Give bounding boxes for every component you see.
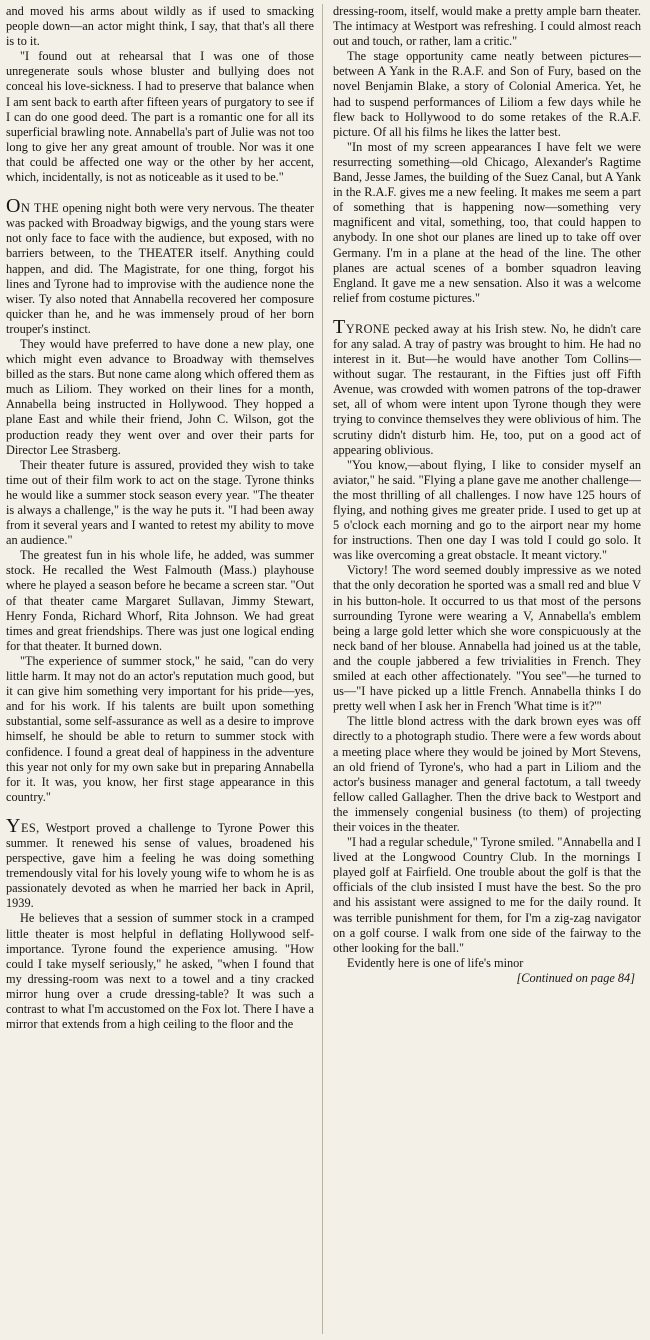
paragraph-r1: dressing-room, itself, would make a pretty ample barn theater. The intimacy at Westport was refreshing. I could almost reach out and touch, or rather, lam a critic."	[333, 4, 641, 49]
paragraph-l7: "The experience of summer stock," he said, "can do very little harm. It may not do an actor's reputation much good, but it can give him something very important for his pride—yes, and for his work. If his talents are built upon something substantial, some self-assurance as well as a desire to improve himself, he should be able to return to summer stock with confidence. I found a great deal of happiness in the adventure this year not only for my own sake but in preparing Annabella for it. It was, you know, her first stage appearance in this country."	[6, 653, 314, 804]
section-westport	[6, 814, 314, 912]
paragraph-r6: Victory! The word seemed doubly impressive as we noted that the only decoration he sported was a small red and blue V in his button-hole. It occurred to us that most of the persons surrounding Tyrone were wearing a V, Annabella's emblem being a large gold letter which she wore conspicuously at the neck band of her blouse. Annabella had joined us at the table, and the couple jabbered a few trivialities in French. They smiled at each other affectionately. "You see"—he turned to us—"I have picked up a little French. Annabella thinks I do pretty well when I ask her in French 'What time is it?'"	[333, 563, 641, 714]
paragraph-l6: The greatest fun in his whole life, he added, was summer stock. He recalled the West Falmouth (Mass.) playhouse where he played a season before he became a screen star. "Out of that theater came Margaret Sullavan, Jimmy Stewart, Henry Fonda, Richard Whorf, Rita Johnson. We had great times and great friendships. There was just one logical ending for that theater. It burned down.	[6, 548, 314, 653]
paragraph-l1: and moved his arms about wildly as if used to smacking people down—an actor might think, I say, that that's all there is to it.	[6, 4, 314, 49]
right-column	[333, 4, 641, 1336]
paragraph-l4: They would have preferred to have done a new play, one which might even advance to Broadway with themselves billed as the stars. But none came along which offered them as much as Liliom. They worked on their lines for a month, Annabella being instructed in Hollywood. They hopped a plane East and while their friend, John C. Wilson, got the production ready they went over and over their parts for Director Lee Strasberg.	[6, 336, 314, 457]
paragraph-r2: The stage opportunity came neatly between pictures—between A Yank in the R.A.F. and Son of Fury, based on the novel Benjamin Blake, a story of Colonial America. Yet, he had to suspend performances of Liliom a few days while he flew back to Hollywood to do some retakes of the R.A.F. picture. Of all his films he likes the latter best.	[333, 49, 641, 139]
paragraph-r7: The little blond actress with the dark brown eyes was off directly to a photograph studio. There were a few words about a meeting place where they would be joined by Mort Stevens, an old friend of Tyrone's, who had a part in Liliom and the actor's business manager and general factotum, a tall tweedy fellow called Gallagher. Then the drive back to Westport and the immensely congenial business (to them) of projecting their voices in the theater.	[333, 714, 641, 834]
section-text: Westport proved a challenge to Tyrone Power this summer. It renewed his sense of values, broadened his perspective, gave him a feeling he was doing something tremendously vital for his lovely young wife to whom he is as passionately devoted as when he married her back in April, 1939.	[6, 820, 314, 911]
paragraph-r5: "You know,—about flying, I like to consider myself an aviator," he said. "Flying a plane gave me another challenge—the most thrilling of all challenges. I now have 125 hours of flying, and nothing gives me greater pride. I used to get up at 5 o'clock each morning and go to the airport near my home for instructions. Then one day I was told I could go solo. It was like overcoming a great obstacle. It meant victory."	[333, 457, 641, 563]
paragraph-l9: He believes that a session of summer stock in a cramped little theater is most helpful in deflating Hollywood self-importance. Tyrone found the experience amusing. "How could I take myself seriously," he asked, "when I found that my dressing-room was next to a towel and a tiny cracked mirror hung over a crude dressing-table? It was such a contrast to what I'm accustomed on the Fox lot. There I have a mirror that extends from a high ceiling to the floor and the	[6, 911, 314, 1032]
section-text: pecked away at his Irish stew. No, he didn't care for any salad. A tray of pastry was brought to him. He had no interest in it. But—he would have another Tom Collins—without sugar. The restaurant, in the Fifties just off Fifth Avenue, was crowded with women patrons of the top-drawer set, all of whom were intent upon Tyrone though they were trying to convince themselves they were oblivious of him. The scrutiny didn't disturb him. He, too, put on a good act of appearing oblivious.	[333, 321, 641, 457]
left-column	[6, 4, 314, 1336]
drop-cap: T	[333, 315, 346, 338]
paragraph-r9: Evidently here is one of life's minor	[347, 955, 524, 970]
section-text: opening night both were very nervous. The theater was packed with Broadway bigwigs, and the young stars were not only face to face with the audience, but exposed, with no barriers between, to the THEATER itself. Anything could happen, and did. The Magistrate, for one thing, forgot his lines and Tyrone had to improvise with the audience none the wiser. Ty also noted that Annabella recovered her composure quicker than he, and he was immensely proud of her born trouper's instinct.	[6, 201, 314, 336]
section-irish-stew	[333, 315, 641, 458]
lead-in: YRONE	[345, 321, 391, 336]
paragraph-l5: Their theater future is assured, provided they wish to take time out of their film work to act on the stage. Tyrone thinks he would like a summer stock season every year. "The theater is always a challenge," is the way he puts it. "I had been away from it several years and I wanted to retest my ability to move an audience."	[6, 457, 314, 548]
paragraph-l2: "I found out at rehearsal that I was one of those unregenerate souls whose bluster and bullying does not conceal his love-sickness. I had to preserve that balance when I am sent back to earth after fifteen years of purgatory to see if I can do one good deed. The part is a romantic one for all its superficial brawling note. Annabella's part of Julie was not too long to give her any great amount of trouble. Nor was it one that could be affected one way or the other by her accent, which, incidentally, is not as noticeable as it used to be."	[6, 49, 314, 185]
paragraph-r3: "In most of my screen appearances I have felt we were resurrecting something—old Chicago, Alexander's Ragtime Band, Jesse James, the building of the Suez Canal, but A Yank in the R.A.F. gives me a new feeling. It makes me seem a part of something that is happening now—something very magnificent and vital, something, too, that could happen to anybody. In one shot our planes are lined up to take off over Germany. I'm in a plane at the head of the line. The other planes are actual scenes of a bomber squadron leaving England. It gave me a new sensation. Also it was a welcome relief from costume pictures."	[333, 139, 641, 305]
drop-cap: O	[6, 195, 21, 218]
section-opening-night	[6, 195, 314, 337]
paragraph-r8: "I had a regular schedule," Tyrone smiled. "Annabella and I lived at the Longwood Country Club. In the mornings I played golf at Fairfield. One trouble about the golf is that the officials of the club insisted I must have the best. So the pro and his assistant were assigned to me for the daily round. It was terrible punishment for them, for I'm a zig-zag navigator on a golf course. I walk from one side of the fairway to the other looking for the ball."	[333, 835, 641, 955]
continued-line: [Continued on page 84]	[516, 970, 635, 985]
lead-in: N THE	[20, 201, 60, 216]
column-divider	[322, 4, 323, 1334]
lead-in: ES,	[20, 820, 40, 835]
drop-cap: Y	[6, 814, 21, 837]
